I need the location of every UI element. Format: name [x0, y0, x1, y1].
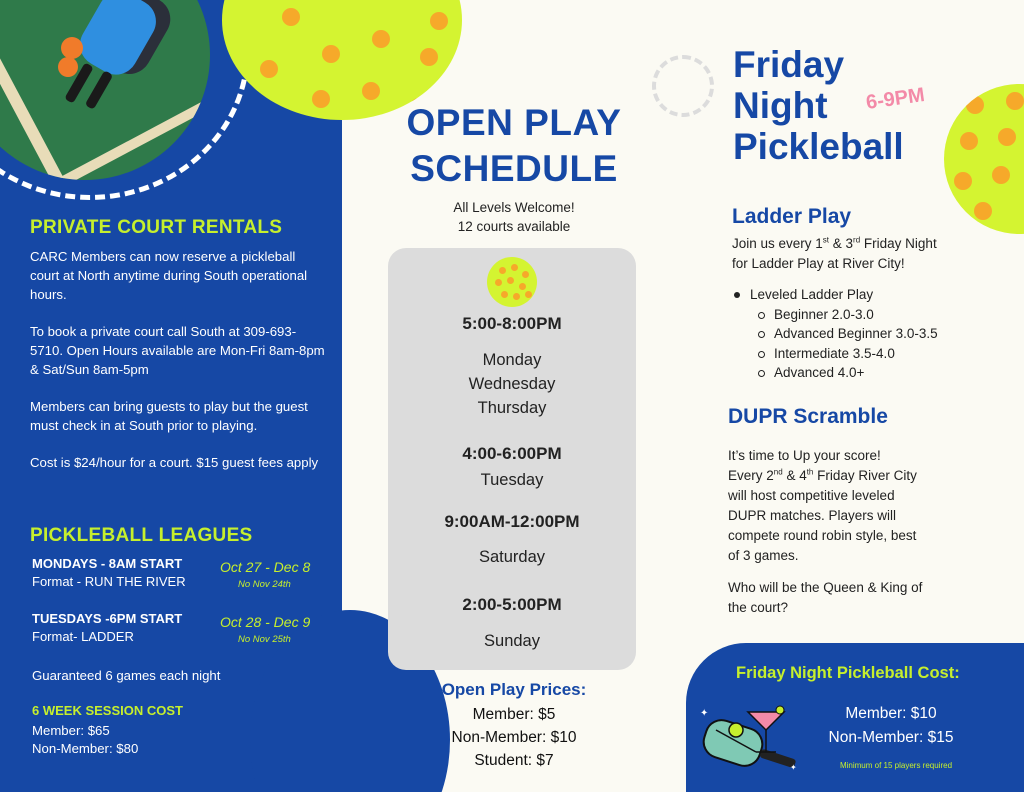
list-item: Beginner 2.0-3.0 — [732, 305, 938, 325]
prices-title: Open Play Prices: — [441, 680, 587, 699]
session-member: Member: $65 — [32, 723, 110, 738]
list-item: Advanced Beginner 3.0-3.5 — [732, 324, 938, 344]
schedule-day: Tuesday — [480, 471, 544, 489]
rentals-paragraph: CARC Members can now reserve a pickleball court at North anytime during South operational hours. — [30, 249, 308, 302]
leagues-title: PICKLEBALL LEAGUES — [30, 525, 253, 546]
text-run: & 4 — [782, 468, 807, 483]
dupr-question — [728, 578, 988, 618]
schedule-day: Wednesday — [468, 375, 556, 393]
league-tuesday — [32, 611, 332, 644]
text-line: Who will be the Queen & King of — [728, 580, 923, 595]
dupr-description — [728, 446, 988, 566]
schedule-title-line: OPEN PLAY — [406, 102, 622, 143]
league-note: No Nov 24th — [238, 579, 291, 590]
schedule-title — [370, 100, 658, 192]
paddle-cocktail-icon — [694, 700, 806, 780]
title-line: Night — [733, 85, 828, 126]
league-format: Format- LADDER — [32, 629, 134, 644]
text-line: for Ladder Play at River City! — [732, 256, 905, 271]
price-line: Student: $7 — [474, 752, 554, 769]
schedule-subtitle — [370, 198, 658, 236]
list-item: Leveled Ladder Play — [732, 285, 938, 305]
text-run: rd — [853, 235, 861, 245]
list-item: Intermediate 3.5-4.0 — [732, 344, 938, 364]
schedule-day: Saturday — [478, 548, 546, 566]
list-item: Advanced 4.0+ — [732, 363, 938, 383]
text-run: th — [806, 467, 814, 477]
schedule-box — [388, 248, 636, 670]
text-run: Friday Night — [860, 236, 937, 251]
league-note: No Nov 25th — [238, 634, 291, 645]
text-line: DUPR matches. Players will — [728, 508, 897, 523]
cost-note: Minimum of 15 players required — [839, 761, 953, 770]
schedule-title-line: SCHEDULE — [410, 148, 618, 189]
schedule-time: 2:00-5:00PM — [462, 595, 562, 614]
price-line: Non-Member: $10 — [451, 729, 577, 746]
dupr-title: DUPR Scramble — [728, 405, 888, 428]
title-line: Pickleball — [733, 126, 904, 167]
league-monday — [32, 556, 332, 589]
pickleball-icon — [944, 84, 1024, 234]
cost-member: Member: $10 — [845, 705, 937, 722]
cost-nonmember: Non-Member: $15 — [828, 729, 954, 746]
rentals-paragraph: Cost is $24/hour for a court. $15 guest fees apply — [30, 455, 319, 470]
schedule-day: Thursday — [477, 399, 547, 417]
text-run: Join us every 1 — [732, 236, 823, 251]
ladder-description — [732, 234, 992, 274]
subtitle-line: All Levels Welcome! — [453, 200, 575, 215]
ladder-title: Ladder Play — [732, 205, 852, 228]
text-line: of 3 games. — [728, 548, 799, 563]
league-dates: Oct 27 - Dec 8 — [220, 559, 311, 575]
schedule-time: 9:00AM-12:00PM — [444, 512, 580, 531]
title-line: Friday — [733, 44, 845, 85]
schedule-day: Sunday — [484, 632, 540, 650]
price-line: Member: $5 — [472, 706, 556, 723]
rentals-paragraph: Members can bring guests to play but the guest must check in at South prior to playing. — [30, 399, 308, 433]
time-badge: 6-9PM — [864, 84, 927, 114]
dashed-circle-decoration — [652, 55, 714, 117]
cost-title: Friday Night Pickleball Cost: — [736, 664, 960, 682]
league-title: MONDAYS - 8AM START — [32, 556, 183, 571]
text-line: It’s time to Up your score! — [728, 448, 881, 463]
text-run: Friday River City — [813, 468, 917, 483]
league-format: Format - RUN THE RIVER — [32, 574, 186, 589]
session-nonmember: Non-Member: $80 — [32, 741, 139, 756]
ladder-levels-list — [732, 285, 938, 383]
text-run: nd — [773, 467, 783, 477]
schedule-time: 4:00-6:00PM — [462, 444, 562, 463]
svg-text:✦: ✦ — [700, 708, 709, 719]
text-run: & 3 — [829, 236, 854, 251]
text-line: the court? — [728, 600, 789, 615]
schedule-day: Monday — [482, 351, 542, 369]
league-title: TUESDAYS -6PM START — [32, 611, 183, 626]
rentals-title: PRIVATE COURT RENTALS — [30, 217, 283, 238]
subtitle-line: 12 courts available — [457, 219, 571, 234]
rentals-paragraph: To book a private court call South at 309-693-5710. Open Hours available are Mon-Fri 8am-8pm & Sat/Sun 8am-5pm — [30, 324, 325, 377]
text-run: st — [822, 235, 830, 245]
text-line: compete round robin style, best — [728, 528, 917, 543]
league-dates: Oct 28 - Dec 9 — [220, 614, 311, 630]
private-rentals-section — [30, 217, 325, 490]
text-run: Every 2 — [728, 468, 774, 483]
text-line: will host competitive leveled — [728, 488, 895, 503]
svg-text:✦: ✦ — [790, 763, 797, 772]
guarantee-text: Guaranteed 6 games each night — [32, 668, 221, 683]
pickleball-icon — [487, 257, 537, 307]
schedule-time: 5:00-8:00PM — [462, 314, 562, 333]
session-title: 6 WEEK SESSION COST — [32, 703, 183, 718]
